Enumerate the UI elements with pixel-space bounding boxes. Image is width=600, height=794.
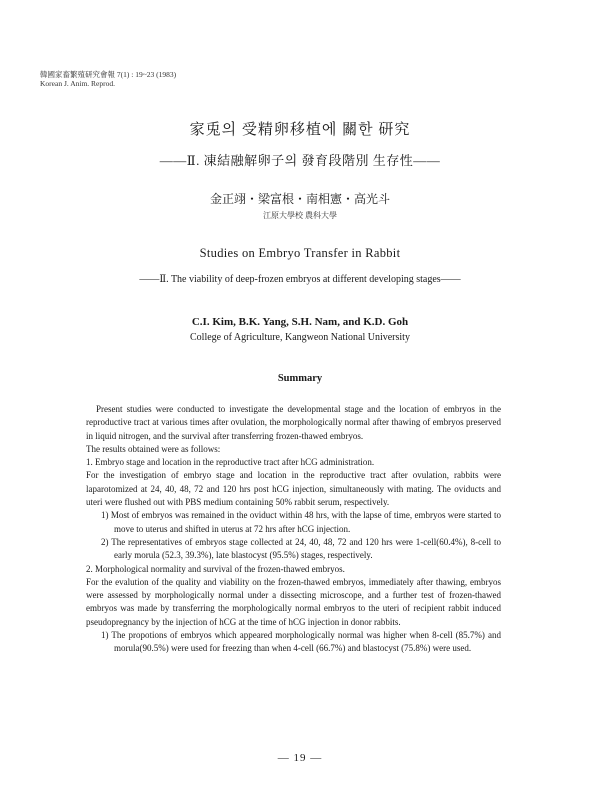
summary-body — [86, 403, 501, 656]
paragraph-method-2: For the evalution of the quality and viability on the frozen-thawed embryos, immediately after thawing, embryos were assessed by morphologically normal under a dissecting microscope, and a further test of frozen-thawed embryos was made by transferring the morphologically normal embryos to the uteri of recipient rabbit induced pseudopregnancy by the injection of hCG at the time of hCG injection in donor rabbits. — [86, 576, 501, 627]
korean-affiliation: 江原大學校 農科大學 — [263, 211, 337, 220]
english-authors: C.I. Kim, B.K. Yang, S.H. Nam, and K.D. Goh — [191, 316, 409, 328]
journal-header — [40, 70, 176, 88]
english-subtitle: ——Ⅱ. The viability of deep-frozen embryos at different developing stages—— — [139, 274, 461, 285]
paragraph-method-1: For the investigation of embryo stage and location in the reproductive tract after ovulation, rabbits were laparotomized at 24, 40, 48, 72 and 120 hrs post hCG injection, simultaneously with mating. The oviducts and uteri were flushed out with PBS medium containing 50% rabbit serum, respectively. — [86, 470, 501, 508]
english-affiliation: College of Agriculture, Kangweon National University — [190, 332, 410, 343]
page-number: — 19 — — [277, 752, 323, 764]
result-item-1-1: 1) Most of embryos was remained in the oviduct within 48 hrs, with the lapse of time, embryos were started to move to uterus and shifted in uterus at 72 hrs after hCG injection. — [101, 510, 501, 534]
result-item-1-2: 2) The representatives of embryos stage collected at 24, 40, 48, 72 and 120 hrs were 1-cell(60.4%), 8-cell to early morula (52.3, 39.3%), late blastocyst (95.5%) stages, respectively. — [101, 536, 501, 561]
journal-citation-english: Korean J. Anim. Reprod. — [40, 79, 115, 88]
result-item-2-1: 1) The propotions of embryos which appeared morphologically normal was higher when 8-cell (85.7%) and morula(90.5%) were used for freezing than when 4-cell (66.7%) and blastocyst (75.8%) were used. — [101, 630, 501, 654]
korean-title: 家兎의 受精卵移植에 關한 研究 — [189, 122, 411, 138]
paragraph-intro: Present studies were conducted to investigate the developmental stage and the location of embryos in the reproductive tract at various times after ovulation, the morphologically normal after thawing of embryos preserved in liquid nitrogen, and the survival after transferring frozen-thawed embryos. — [86, 404, 501, 441]
journal-citation-korean: 韓國家畜繁殖研究會報 7(1) : 19~23 (1983) — [40, 70, 177, 79]
section-heading-2: 2. Morphological normality and survival of the frozen-thawed embryos. — [86, 563, 345, 574]
paragraph-results-lead: The results obtained were as follows: — [86, 443, 221, 454]
korean-subtitle: ——Ⅱ. 凍結融解卵子의 發育段階別 生存性—— — [159, 153, 441, 168]
korean-authors: 金正翊・梁富根・南相憲・高光斗 — [209, 192, 390, 206]
section-heading-1: 1. Embryo stage and location in the reproductive tract after hCG administration. — [86, 457, 375, 468]
english-title: Studies on Embryo Transfer in Rabbit — [199, 246, 401, 260]
summary-heading: Summary — [277, 373, 323, 384]
